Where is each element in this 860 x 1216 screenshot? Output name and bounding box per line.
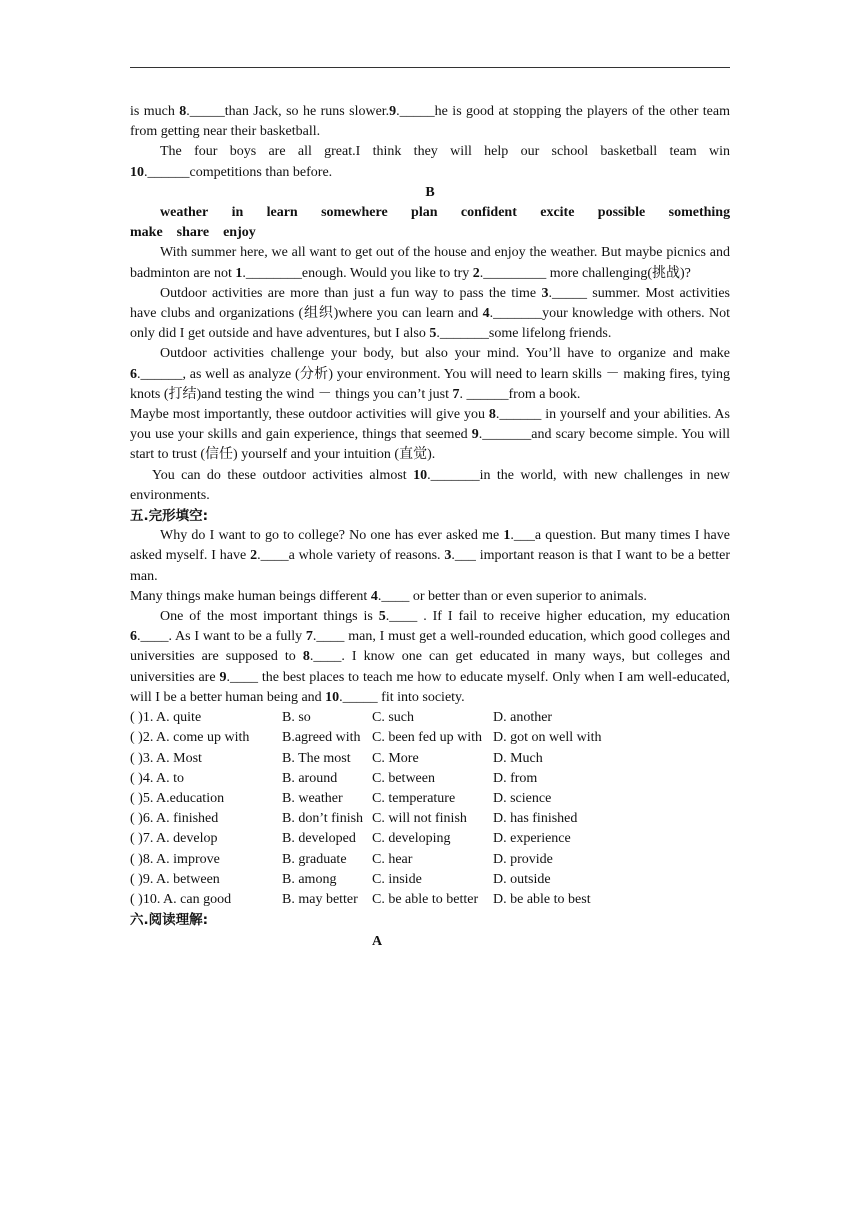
word-bank-item: something	[668, 205, 731, 221]
option-c: C. been fed up with	[372, 730, 483, 746]
option-row	[130, 789, 730, 809]
question-stem: ( )9. A. between	[130, 871, 220, 887]
option-d: D. provide	[493, 851, 553, 867]
option-d: D. be able to best	[493, 891, 591, 907]
option-b: B. may better	[282, 891, 358, 907]
word-bank-item: possible	[597, 205, 646, 221]
option-c: C. hear	[372, 851, 413, 867]
option-b: B. around	[282, 770, 338, 786]
section-b-paragraph: Outdoor activities challenge your body, but also your mind. You’ll have to organize and make 6.______, as well as analyze (分析) your environment. You will need to learn skills － making fires, tying knots (打结)and testing the wind － things you can’t just 7. ______from a book.	[130, 346, 730, 402]
question-stem: ( )7. A. develop	[130, 831, 218, 847]
option-row	[130, 870, 730, 890]
option-b: B. developed	[282, 831, 356, 847]
option-b: B. graduate	[282, 851, 347, 867]
question-stem: ( )8. A. improve	[130, 851, 220, 867]
option-d: D. Much	[493, 750, 543, 766]
passage-a-tail-line1: is much 8._____than Jack, so he runs slower.9._____he is good at stopping the players of the other team from getting near their basketball.	[130, 104, 730, 140]
word-bank-item: make	[130, 225, 163, 241]
section-b-paragraph: You can do these outdoor activities almost 10._______in the world, with new challenges in new environments.	[130, 467, 730, 503]
question-stem: ( )4. A. to	[130, 770, 185, 786]
section-b-heading: B	[425, 184, 435, 200]
option-c: C. temperature	[372, 790, 456, 806]
option-c: C. such	[372, 710, 414, 726]
option-d: D. has finished	[493, 811, 578, 827]
word-bank-item: in	[231, 205, 244, 221]
option-row	[130, 809, 730, 829]
word-bank-item: excite	[540, 205, 575, 221]
section-b-paragraph: Maybe most importantly, these outdoor activities will give you 8.______ in yourself and your abilities. As you use your skills and gain experience, things that seemed 9._______and scary become simple. You will start to trust (信任) yourself and your intuition (直觉).	[130, 407, 730, 463]
option-b: B. among	[282, 871, 337, 887]
cloze-paragraph: Why do I want to go to college? No one has ever asked me 1.___a question. But many times I have asked myself. I have 2.____a whole variety of reasons. 3.___ important reason is that I want to be a better man.	[130, 528, 730, 584]
word-bank-item: weather	[160, 205, 209, 221]
option-b: B. don’t finish	[282, 811, 364, 827]
section-6-sub-heading: A	[372, 934, 383, 950]
passage-a-tail-line2: The four boys are all great.I think they will help our school basketball team win 10.______competitions than before.	[130, 144, 730, 180]
option-d: D. got on well with	[493, 730, 602, 746]
cloze-paragraph: Many things make human beings different 4.____ or better than or even superior to animals.	[130, 588, 647, 604]
option-row	[130, 769, 730, 789]
document-body	[130, 102, 730, 953]
option-row	[130, 829, 730, 849]
question-stem: ( )5. A.education	[130, 790, 225, 806]
option-c: C. between	[372, 770, 435, 786]
word-bank-item: plan	[411, 205, 438, 221]
option-c: C. inside	[372, 871, 422, 887]
option-b: B. The most	[282, 750, 351, 766]
option-b: B.agreed with	[282, 730, 361, 746]
option-row	[130, 749, 730, 769]
option-c: C. More	[372, 750, 419, 766]
option-d: D. from	[493, 770, 538, 786]
word-bank-item: confident	[460, 205, 517, 221]
question-stem: ( )10. A. can good	[130, 891, 232, 907]
word-bank-row-2	[130, 223, 730, 243]
header-rule	[130, 67, 730, 68]
option-row	[130, 728, 730, 748]
question-stem: ( )1. A. quite	[130, 710, 202, 726]
section-5-heading: 五.完形填空:	[130, 508, 209, 525]
option-b: B. so	[282, 710, 311, 726]
word-bank-item: enjoy	[223, 225, 256, 241]
word-bank-row-1	[130, 203, 730, 223]
section-b-paragraph: Outdoor activities are more than just a fun way to pass the time 3._____ summer. Most activities have clubs and organizations (组织)where you can learn and 4._______your knowledge with others. Not only did I get outside and have adventures, but I also 5._______some lifelong friends.	[130, 285, 731, 342]
question-stem: ( )3. A. Most	[130, 750, 202, 766]
option-d: D. experience	[493, 831, 571, 847]
option-b: B. weather	[282, 790, 343, 806]
word-bank-item: learn	[266, 205, 298, 221]
word-bank-item: share	[176, 225, 210, 241]
option-row	[130, 890, 730, 910]
section-b-paragraph: With summer here, we all want to get out of the house and enjoy the weather. But maybe picnics and badminton are not 1.________enough. Would you like to try 2._________ more challenging(挑战)?	[130, 245, 730, 281]
option-d: D. another	[493, 710, 553, 726]
cloze-paragraph: One of the most important things is 5.____ . If I fail to receive higher education, my education 6.____. As I want to be a fully 7.____ man, I must get a well-rounded education, which good colleges and universities are supposed to 8.____. I know one can get educated in many ways, but colleges and universities are 9.____ the best places to teach me how to educate myself. Only when I am well-educated, will I be a better human being and 10._____ fit into society.	[130, 609, 731, 705]
question-stem: ( )2. A. come up with	[130, 730, 250, 746]
option-c: C. developing	[372, 831, 451, 847]
word-bank-item: somewhere	[321, 205, 388, 221]
option-row	[130, 850, 730, 870]
section-6-heading: 六.阅读理解:	[130, 912, 209, 929]
option-d: D. science	[493, 790, 552, 806]
option-d: D. outside	[493, 871, 551, 887]
option-row	[130, 708, 730, 728]
option-c: C. be able to better	[372, 891, 479, 907]
cloze-options	[130, 708, 730, 910]
question-stem: ( )6. A. finished	[130, 811, 219, 827]
option-c: C. will not finish	[372, 811, 467, 827]
